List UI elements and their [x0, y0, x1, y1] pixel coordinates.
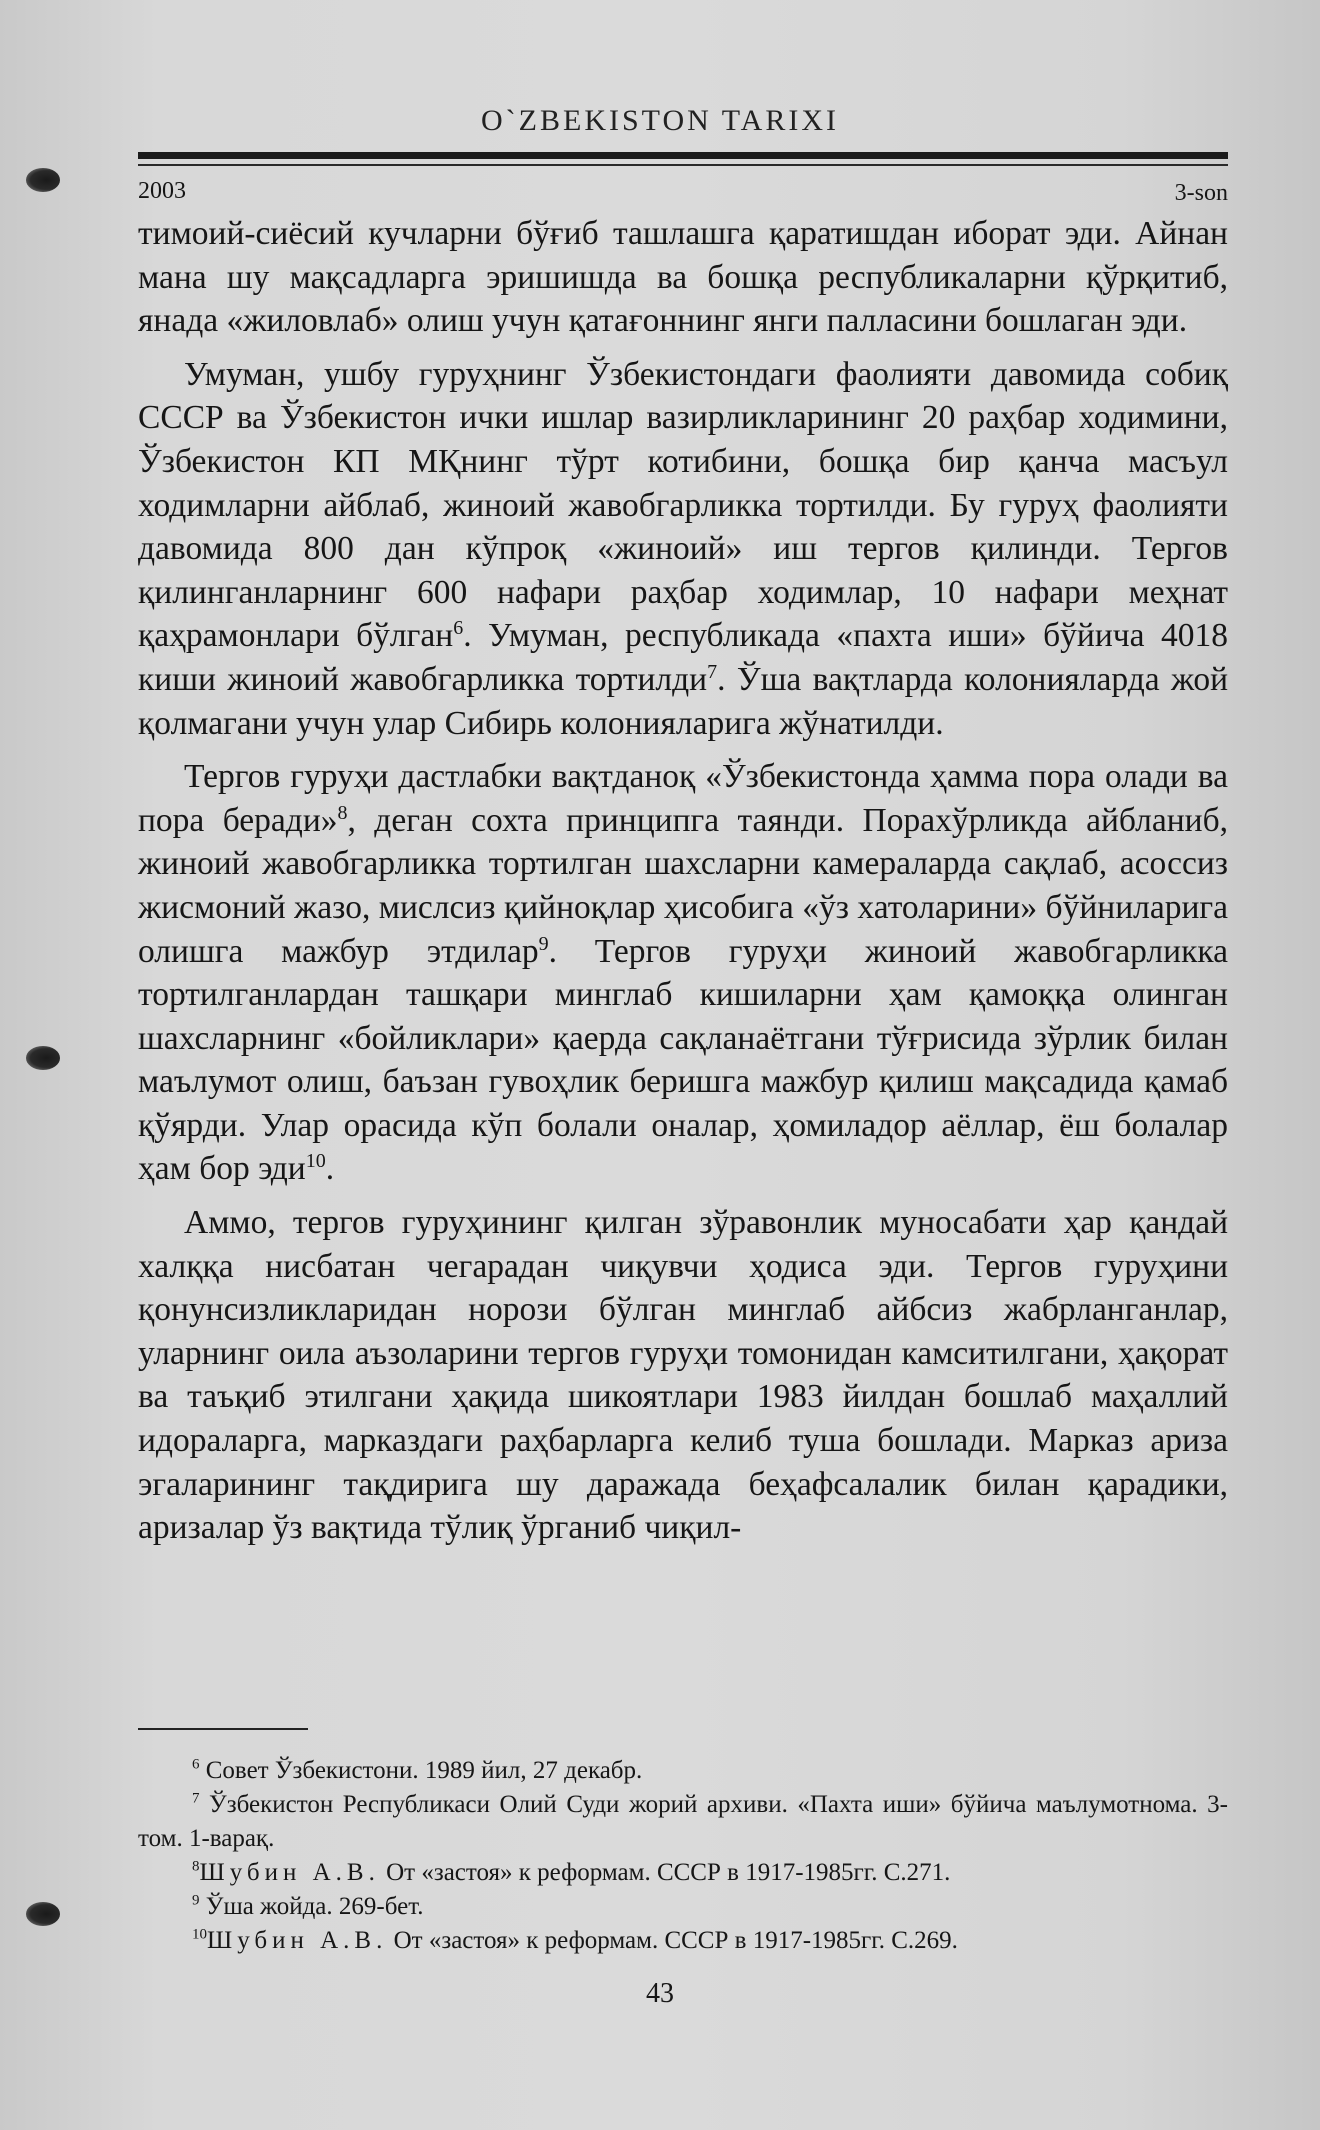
paragraph-3-text-a: Тергов гуруҳи дастлабки вақтданоқ «Ўзбекистонда ҳамма пора олади ва пора беради»	[138, 758, 1228, 839]
footnote-9	[138, 1890, 1228, 1924]
journal-title: O`ZBEKISTON TARIXI	[481, 104, 839, 137]
paragraph-2-text-a: Умуман, ушбу гуруҳнинг Ўзбекистондаги фаолияти давомида собиқ СССР ва Ўзбекистон ички ишлар вазирликларининг 20 раҳбар ходимини, Ўзбекистон КП МҚнинг тўрт котибини, бошқа бир қанча масъул ходимларни айблаб, жиноий жавобгарликка тортилди. Бу гуруҳ фаолияти давомида 800 дан кўпроқ «жиноий» иш тергов қилинди. Тергов қилинганларнинг 600 нафари раҳбар ходимлар, 10 нафари меҳнат қаҳрамонлари бўлган	[138, 355, 1228, 655]
footnote-separator	[138, 1728, 308, 1730]
footnote-number: 9	[192, 1892, 200, 1909]
paragraph-3-text-b: , деган сохта принципга таянди. Порахўрликда айбланиб, жиноий жавобгарликка тортилган шахсларни камераларда сақлаб, асоссиз жисмоний жазо, мислсиз қийноқлар ҳисобига «ўз хатоларини» бўйниларига олишга мажбур этдилар	[138, 801, 1228, 970]
footnote-number: 6	[192, 1756, 200, 1773]
paragraph-4: Аммо, тергов гуруҳининг қилган зўравонлик муносабати ҳар қандай халққа нисбатан чегарадан чиқувчи ҳодиса эди. Тергов гуруҳини қонунсизликларидан норози бўлган минглаб айбсиз жабрланганлар, уларнинг оила аъзоларини тергов гуруҳи томонидан камситилгани, ҳақорат ва таъқиб этилгани ҳақида шикоятлари 1983 йилдан бошлаб маҳаллий идораларга, марказдаги раҳбарларга келиб туша бошлади. Марказ ариза эгаларининг тақдирига шу даражада беҳафсалалик билан қарадики, аризалар ўз вақтида тўлиқ ўрганиб чиқил-	[138, 1204, 1228, 1547]
footnote-number: 7	[192, 1790, 200, 1807]
footnote-7	[138, 1788, 1228, 1856]
punch-hole	[26, 1046, 60, 1070]
header-rule-thin	[138, 164, 1228, 166]
issue-number: 3-son	[1174, 180, 1228, 206]
footnote-number: 10	[192, 1926, 207, 1943]
footnote-text: От «застоя» к реформам. СССР в 1917-1985гг. С.269.	[393, 1927, 958, 1954]
footnote-number: 8	[192, 1858, 200, 1875]
issue-year: 2003	[138, 178, 186, 204]
punch-hole	[26, 168, 60, 192]
paragraph-2-text-c: . Ўша вақтларда колонияларда жой қолмагани учун улар Сибирь колонияларига жўнатилди.	[138, 660, 1228, 742]
footnote-8	[138, 1856, 1228, 1890]
punch-hole	[26, 1902, 60, 1926]
header-rule-thick	[138, 152, 1228, 159]
paragraph-3-text-c: . Тергов гуруҳи жиноий жавобгарликка тортилганлардан ташқари минглаб кишиларни ҳам қамоққа олинган шахсларнинг «бойликлари» қаерда сақланаётгани тўғрисида зўрлик билан маълумот олиш, баъзан гувоҳлик беришга мажбур қилиш мақсадида қамаб қўярди. Улар орасида кўп болали оналар, ҳомиладор аёллар, ёш болалар ҳам бор эди	[138, 932, 1228, 1188]
paragraph-2-text-b: . Умуман, республикада «пахта иши» бўйича 4018 киши жиноий жавобгарликка тортилди	[138, 617, 1228, 698]
footnote-author: Шубин А.В.	[207, 1927, 388, 1954]
footnote-ref-8: 8	[337, 801, 348, 824]
paragraph-1: тимоий-сиёсий кучларни бўғиб ташлашга қаратишдан иборат эди. Айнан мана шу мақсадларга эришишда ва бошқа республикаларни қўрқитиб, янада «жиловлаб» олиш учун қатағоннинг янги палласини бошлаган эди.	[138, 215, 1228, 340]
footnote-ref-9: 9	[538, 932, 549, 955]
paragraph-3-text-d: .	[325, 1150, 335, 1188]
footnotes	[138, 1754, 1228, 1958]
footnote-ref-10: 10	[305, 1150, 326, 1173]
footnote-ref-7: 7	[707, 660, 718, 683]
footnote-text: Ўша жойда. 269-бет.	[205, 1893, 424, 1920]
paragraph-3	[138, 755, 1228, 1191]
footnote-text: Совет Ўзбекистони. 1989 йил, 27 декабр.	[205, 1757, 643, 1784]
footnote-text: От «застоя» к реформам. СССР в 1917-1985гг. С.271.	[386, 1859, 951, 1886]
footnote-author: Шубин А.В.	[199, 1859, 380, 1886]
page-number: 43	[646, 1978, 674, 2009]
paragraph-2	[138, 353, 1228, 745]
article-body	[138, 212, 1228, 1560]
footnote-10	[138, 1924, 1228, 1958]
footnote-6	[138, 1754, 1228, 1788]
footnote-ref-6: 6	[453, 617, 464, 640]
footnote-text: Ўзбекистон Республикаси Олий Суди жорий архиви. «Пахта иши» бўйича маълумотнома. 3-том. 1-варақ.	[138, 1791, 1228, 1852]
